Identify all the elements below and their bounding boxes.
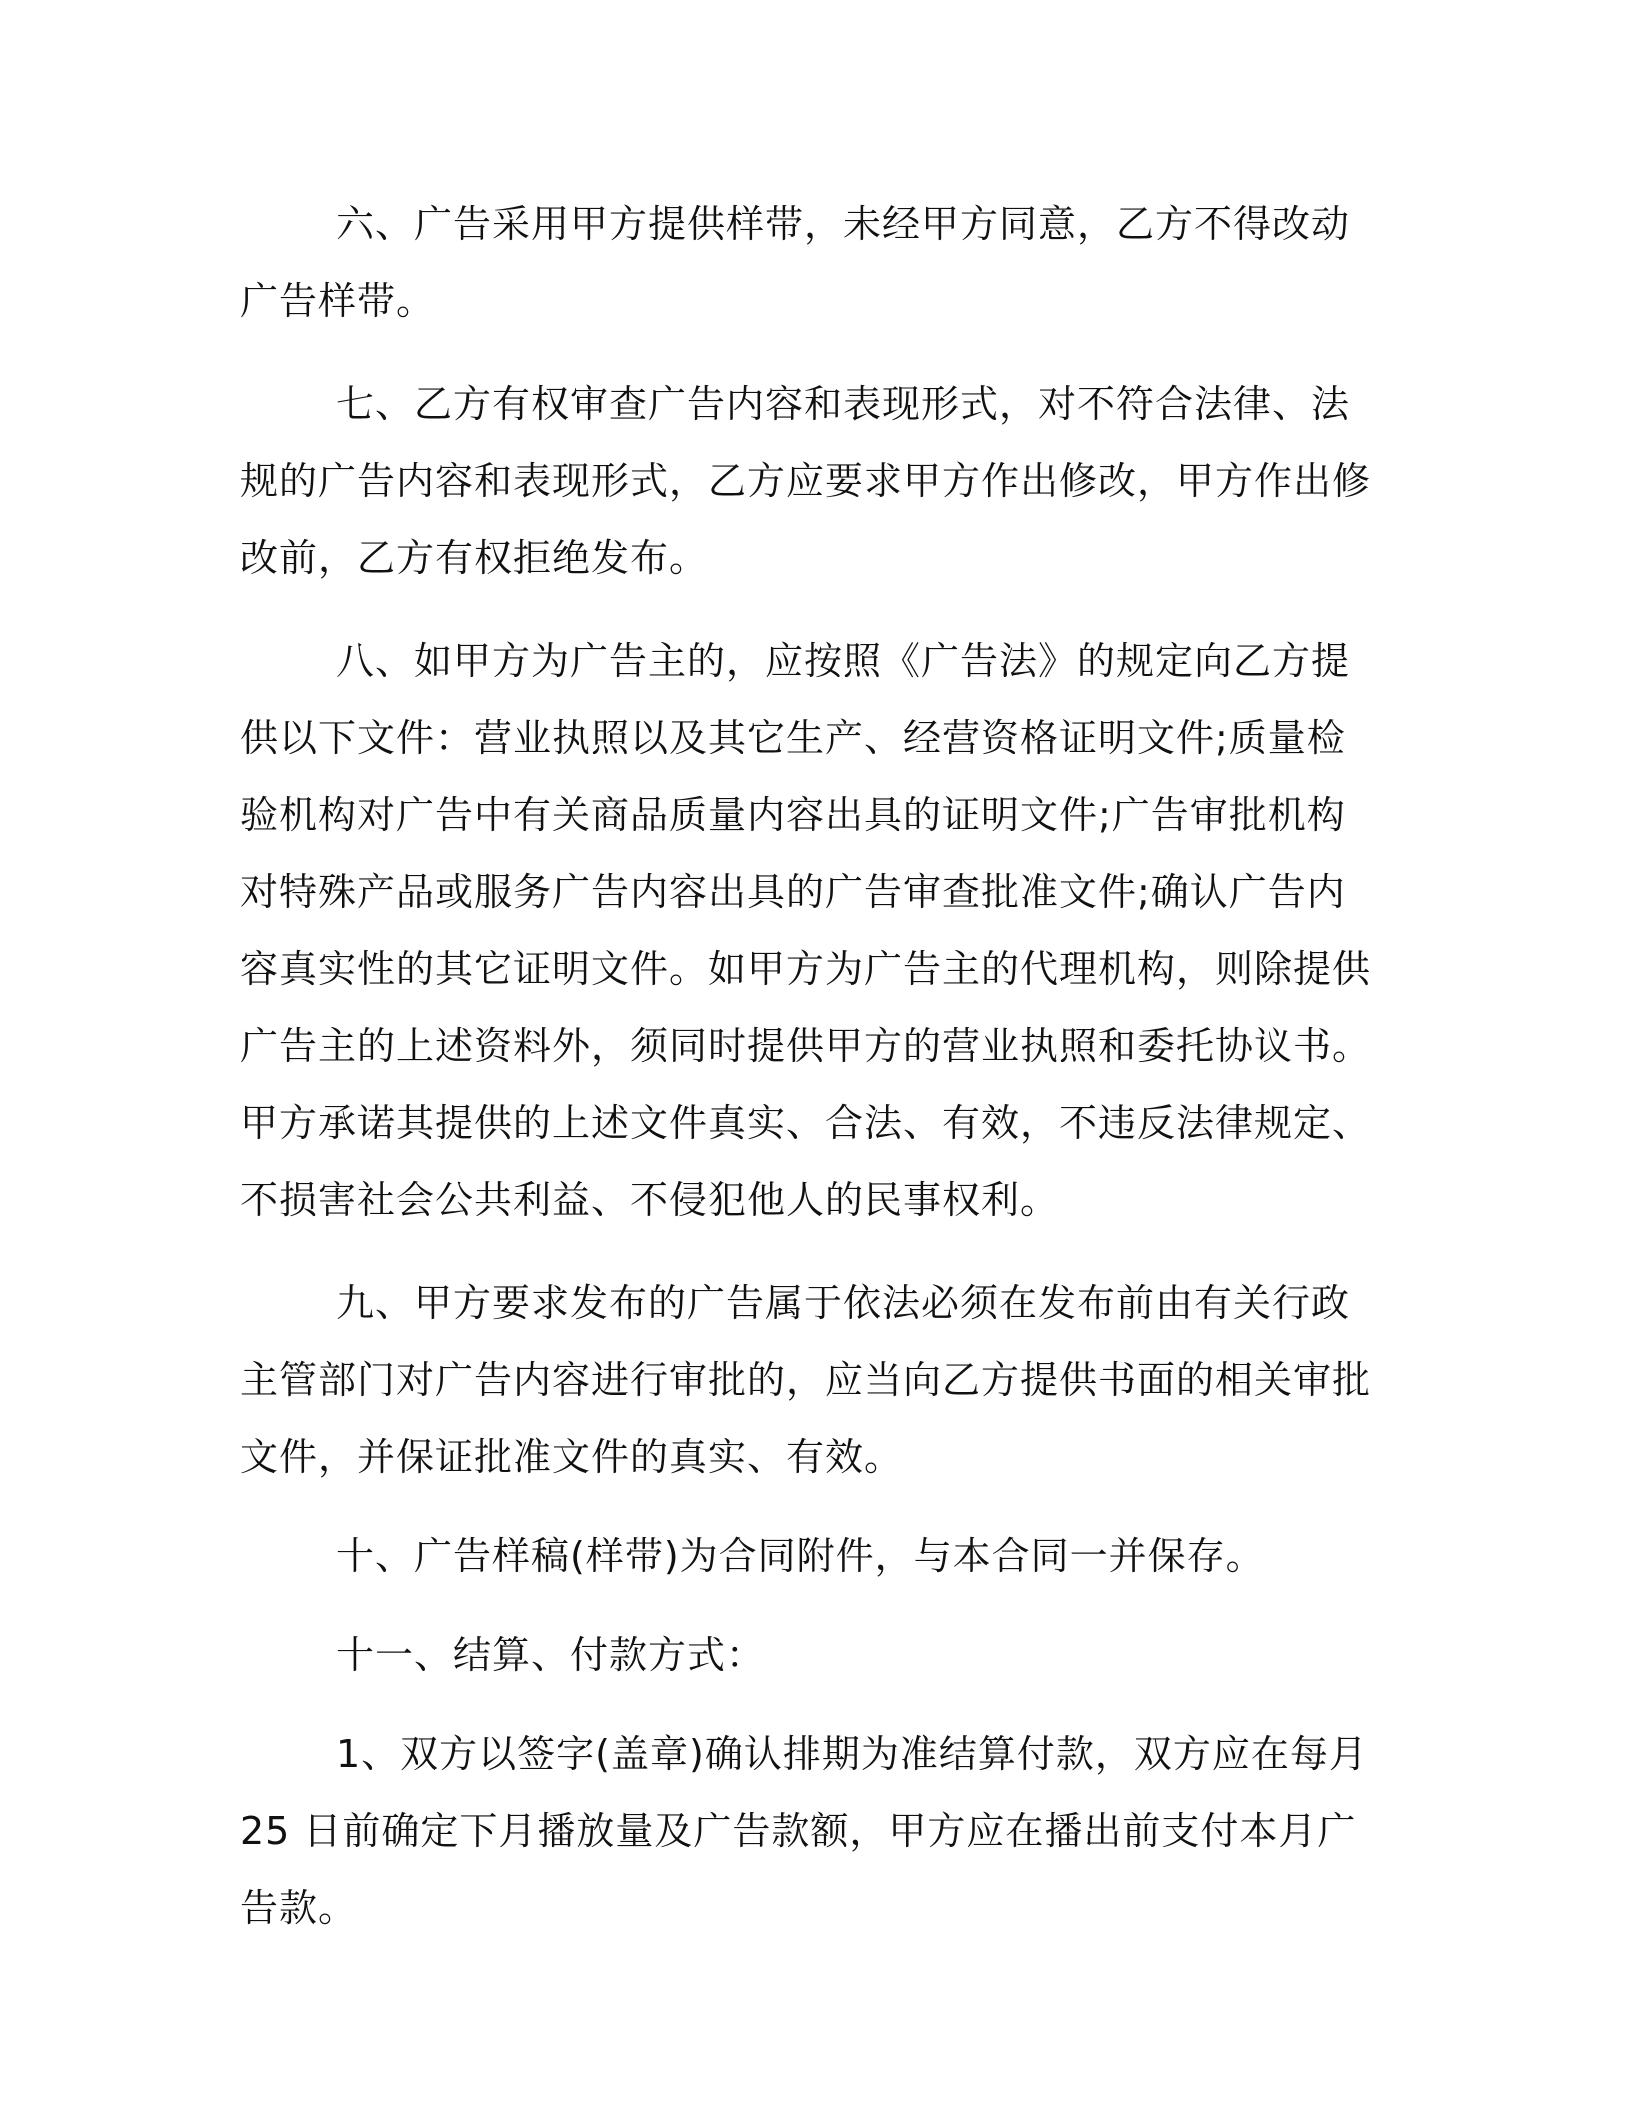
clause-7-paragraph: 七、乙方有权审查广告内容和表现形式，对不符合法律、法规的广告内容和表现形式，乙方应要求甲方作出修改，甲方作出修改前，乙方有权拒绝发布。 xyxy=(240,382,1372,580)
clause-11-heading: 十一、结算、付款方式： xyxy=(336,1633,766,1677)
document-body xyxy=(240,186,1380,1947)
clause-6-paragraph: 六、广告采用甲方提供样带，未经甲方同意，乙方不得改动广告样带。 xyxy=(240,202,1351,323)
clause-10-paragraph: 十、广告样稿(样带)为合同附件，与本合同一并保存。 xyxy=(336,1534,1265,1578)
clause-11-item-1-paragraph: 1、双方以签字(盖章)确认排期为准结算付款，双方应在每月 25 日前确定下月播放量及广告款额，甲方应在播出前支付本月广告款。 xyxy=(240,1732,1368,1930)
clause-9-paragraph: 九、甲方要求发布的广告属于依法必须在发布前由有关行政主管部门对广告内容进行审批的，应当向乙方提供书面的相关审批文件，并保证批准文件的真实、有效。 xyxy=(240,1281,1372,1479)
clause-8-paragraph: 八、如甲方为广告主的，应按照《广告法》的规定向乙方提供以下文件：营业执照以及其它生产、经营资格证明文件;质量检验机构对广告中有关商品质量内容出具的证明文件;广告审批机构对特殊产品或服务广告内容出具的广告审查批准文件;确认广告内容真实性的其它证明文件。如甲方为广告主的代理机构，则除提供广告主的上述资料外，须同时提供甲方的营业执照和委托协议书。甲方承诺其提供的上述文件真实、合法、有效，不违反法律规定、不损害社会公共利益、不侵犯他人的民事权利。 xyxy=(240,639,1372,1222)
